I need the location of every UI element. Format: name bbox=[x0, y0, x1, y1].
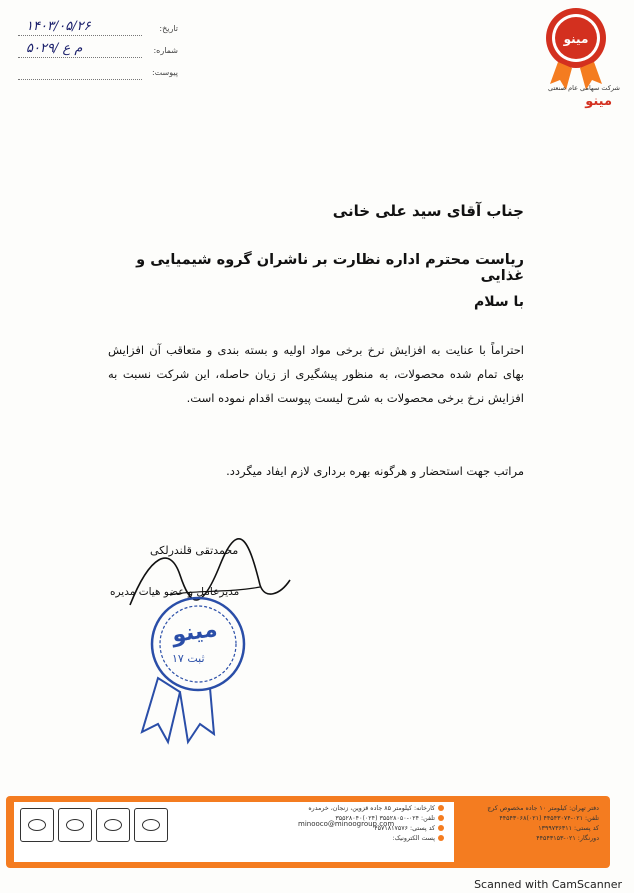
logo-brand-name: مینو bbox=[585, 94, 612, 109]
bullet-icon bbox=[602, 815, 608, 821]
letter-footer bbox=[0, 790, 634, 878]
company-seal-icon bbox=[118, 592, 268, 752]
attachment-line bbox=[18, 62, 142, 80]
footer-office-phone: تلفن: ۰۲۱-۴۴۵۴۳۰۷۴ (۰۲۱)۴۴۵۴۳۰۶۸ bbox=[458, 814, 608, 824]
date-label: تاریخ: bbox=[159, 24, 178, 33]
number-value: ۵۰۲۹/ م ع bbox=[26, 41, 83, 56]
closing-line: مراتب جهت استحضار و هرگونه بهره برداری لازم ایفاد میگردد. bbox=[226, 464, 524, 478]
bullet-icon bbox=[602, 805, 608, 811]
svg-text:مینو: مینو bbox=[563, 32, 589, 46]
date-line bbox=[18, 18, 142, 36]
footer-office-address: دفتر تهران: کیلومتر ۱۰ جاده مخصوص کرج bbox=[458, 804, 608, 814]
seal-registration: ثبت ۱۷ bbox=[172, 652, 205, 665]
letter-paragraph: احتراماً با عنایت به افزایش نرخ برخی مواد اولیه و بسته بندی و متعاقب آن افزایش بهای تمام شده محصولات، به منظور پیشگیری از زیان حاصله، این شرکت نسبت به افزایش نرخ برخی محصولات به شرح لیست پیوست اقدام نموده است. bbox=[108, 343, 524, 405]
footer-email-label: پست الکترونیک: bbox=[294, 834, 444, 844]
number-line bbox=[18, 40, 142, 58]
attachment-label: پیوست: bbox=[151, 68, 178, 77]
footer-office-column bbox=[458, 804, 608, 844]
date-value: ۱۴۰۳/۰۵/۲۶ bbox=[26, 19, 91, 34]
certificate-logo-icon bbox=[20, 808, 54, 842]
date-row bbox=[18, 14, 178, 36]
greeting: با سلام bbox=[473, 294, 524, 310]
footer-email[interactable]: minooco@minoogroup.com bbox=[298, 820, 395, 828]
footer-factory-phone: تلفن: ۰۲۴-۳۵۵۲۸۰۵۰ (۰۲۴)۳۵۵۲۸۰۴۰ bbox=[294, 814, 444, 824]
bullet-icon bbox=[438, 805, 444, 811]
recipient: جناب آقای سید علی خانی bbox=[332, 202, 524, 220]
footer-factory-address: کارخانه: کیلومتر ۸۵ جاده قزوین، زنجان، خرمدره bbox=[294, 804, 444, 814]
footer-office-fax: دورنگار: ۰۲۱-۴۴۵۴۳۱۵۳ bbox=[458, 834, 608, 844]
certificate-logo-icon bbox=[134, 808, 168, 842]
recipient-title: ریاست محترم اداره نظارت بر ناشران گروه شیمیایی و غذایی bbox=[136, 252, 524, 284]
seal-brand-word: مینو bbox=[170, 616, 219, 649]
logo-company-line: شرکت سهامی عام صنعتی bbox=[548, 84, 620, 92]
attachment-row bbox=[18, 58, 178, 80]
certificate-logo-icon bbox=[96, 808, 130, 842]
bullet-icon bbox=[438, 825, 444, 831]
number-label: شماره: bbox=[153, 46, 178, 55]
certification-logos bbox=[20, 808, 168, 842]
number-row bbox=[18, 36, 178, 58]
footer-office-postal: کد پستی: ۱۳۹۹۷۳۶۳۱۱ bbox=[458, 824, 608, 834]
scanner-watermark: Scanned with CamScanner bbox=[474, 878, 622, 891]
letter-meta bbox=[18, 14, 178, 80]
signatory-position: مدیرعامل و عضو هیات مدیره bbox=[110, 586, 240, 598]
bullet-icon bbox=[438, 815, 444, 821]
certificate-logo-icon bbox=[58, 808, 92, 842]
bullet-icon bbox=[438, 835, 444, 841]
bullet-icon bbox=[602, 825, 608, 831]
footer-factory-postal: کد پستی: ۴۵۷۱۸۱۷۵۷۶ bbox=[294, 824, 444, 834]
signatory-name: محمدتقی قلندرلکی bbox=[150, 544, 239, 557]
bullet-icon bbox=[602, 835, 608, 841]
